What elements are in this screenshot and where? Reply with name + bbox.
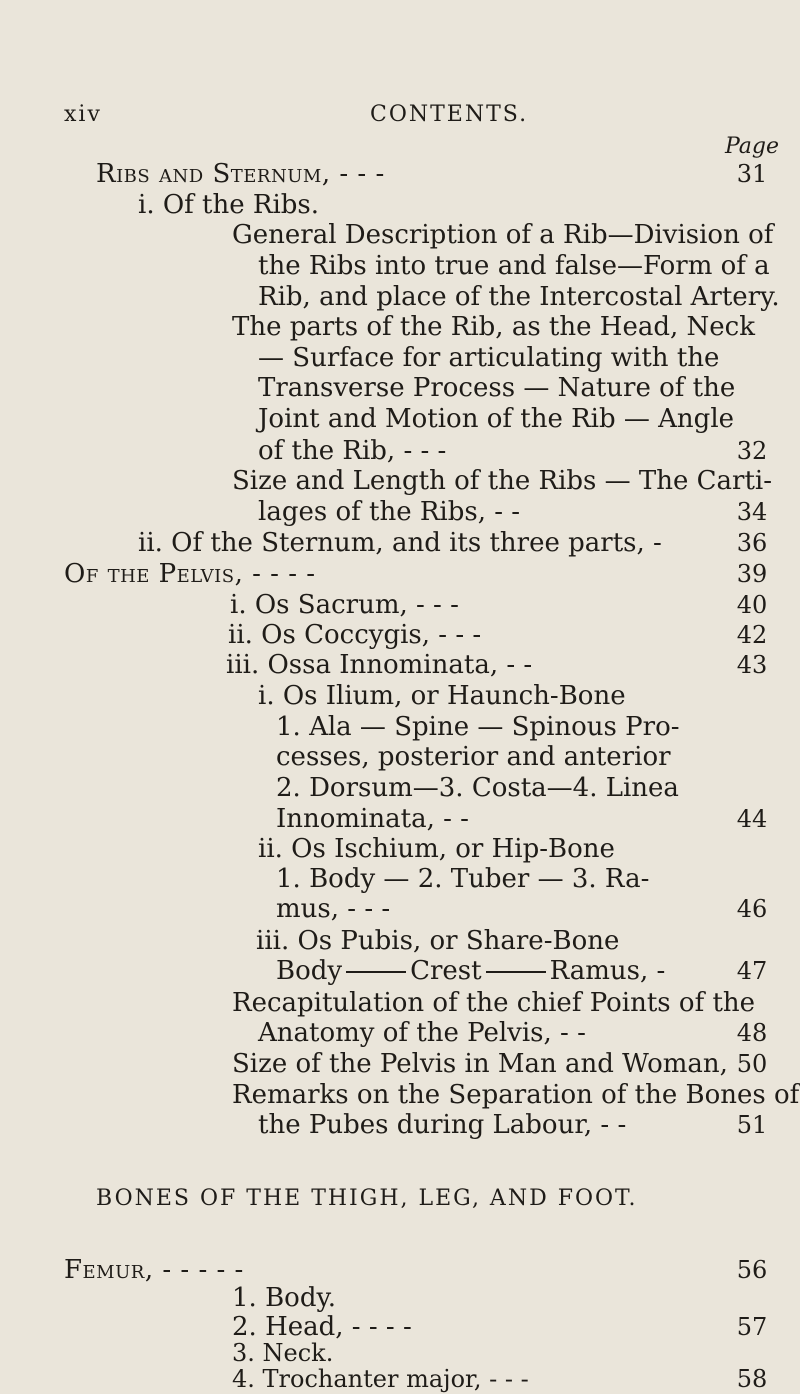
text-line: Size of the Pelvis in Man and Woman, [232, 1049, 728, 1079]
page-number: 43 [736, 651, 768, 679]
subentry-pubis: iii. Os Pubis, or Share-Bone [256, 926, 620, 956]
text-line: 1. Body — 2. Tuber — 3. Ra- [276, 864, 650, 894]
text-line: lages of the Ribs, - - [258, 497, 521, 527]
page-number: 31 [736, 160, 768, 188]
page-number: 40 [736, 591, 768, 619]
page-number: 47 [736, 957, 768, 985]
list-item: 1. Body. [232, 1283, 336, 1313]
text-line: Rib, and place of the Intercostal Artery. [258, 282, 780, 312]
text-line: Recapitulation of the chief Points of the [232, 988, 756, 1018]
page-number: 58 [736, 1365, 768, 1393]
page-number: 51 [736, 1111, 768, 1139]
subentry-ilium: i. Os Ilium, or Haunch-Bone [258, 681, 626, 711]
text-line [276, 956, 665, 986]
text-line: Transverse Process — Nature of the [258, 373, 736, 403]
text-line: the Ribs into true and false—Form of a [258, 251, 770, 281]
text-line: 1. Ala — Spine — Spinous Pro- [276, 712, 680, 742]
subentry-sternum: ii. Of the Sternum, and its three parts, - [138, 528, 662, 558]
folio-number: xiv [64, 102, 102, 127]
page-number: 44 [736, 805, 768, 833]
list-item: 2. Head, - - - - [232, 1312, 412, 1342]
page-number: 56 [736, 1256, 768, 1284]
text-line: Remarks on the Separation of the Bones of [232, 1080, 800, 1110]
page-number: 46 [736, 895, 768, 923]
section-heading: BONES OF THE THIGH, LEG, AND FOOT. [96, 1186, 638, 1211]
text-body: Body [276, 956, 343, 986]
entry-ribs-sternum: Ribs and Sternum, - - - [96, 159, 385, 189]
text-line: General Description of a Rib—Division of [232, 220, 774, 250]
subentry-innominata: iii. Ossa Innominata, - - [226, 650, 533, 680]
entry-pelvis: Of the Pelvis, - - - - [64, 559, 316, 589]
rule-line [486, 971, 546, 973]
subentry-coccygis: ii. Os Coccygis, - - - [228, 620, 482, 650]
rule-line [346, 971, 406, 973]
page-number: 50 [736, 1050, 768, 1078]
page-number: 48 [736, 1019, 768, 1047]
text-line: Anatomy of the Pelvis, - - [258, 1018, 586, 1048]
list-item: 3. Neck. [232, 1339, 334, 1367]
subentry-sacrum: i. Os Sacrum, - - - [230, 590, 459, 620]
page-number: 39 [736, 560, 768, 588]
text-ramus: Ramus, - [549, 956, 666, 986]
page-number: 57 [736, 1313, 768, 1341]
text-line: of the Rib, - - - [258, 436, 447, 466]
text-line: Innominata, - - [276, 804, 469, 834]
list-item: 4. Trochanter major, - - - [232, 1365, 529, 1393]
text-crest: Crest [410, 956, 482, 986]
page-column-label: Page [724, 134, 780, 159]
page-number: 32 [736, 437, 768, 465]
text-line: 2. Dorsum—3. Costa—4. Linea [276, 773, 679, 803]
subentry-ribs: i. Of the Ribs. [138, 190, 320, 220]
text-line: Joint and Motion of the Rib — Angle [258, 404, 735, 434]
page-number: 36 [736, 529, 768, 557]
entry-femur: Femur, - - - - - [64, 1255, 244, 1285]
running-title: CONTENTS. [370, 102, 529, 127]
text-line: cesses, posterior and anterior [276, 742, 671, 772]
page-number: 34 [736, 498, 768, 526]
text-line: The parts of the Rib, as the Head, Neck [232, 312, 755, 342]
text-line: — Surface for articulating with the [258, 343, 720, 373]
text-line: mus, - - - [276, 894, 391, 924]
text-line: the Pubes during Labour, - - [258, 1110, 627, 1140]
text-line: Size and Length of the Ribs — The Carti- [232, 466, 773, 496]
page-number: 42 [736, 621, 768, 649]
subentry-ischium: ii. Os Ischium, or Hip-Bone [258, 834, 615, 864]
